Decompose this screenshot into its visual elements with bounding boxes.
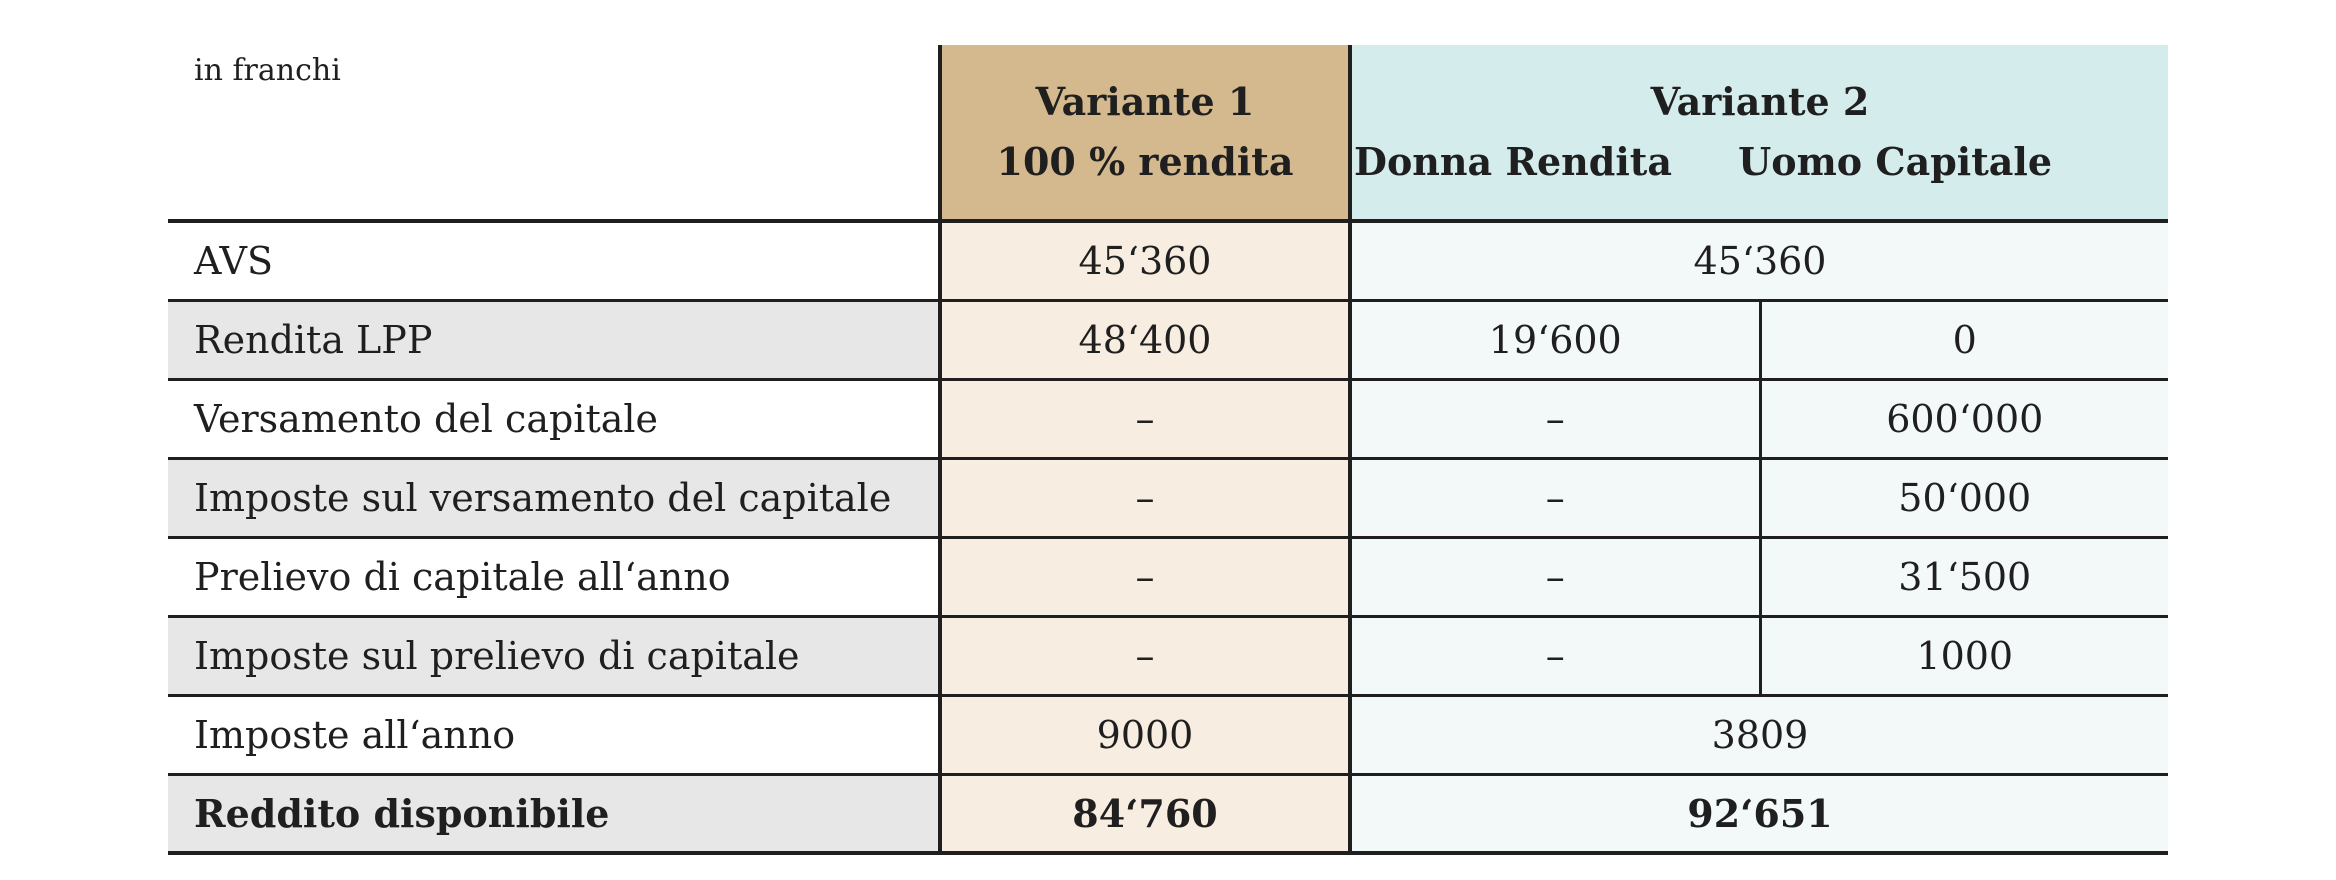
variant-2-left-cell: – <box>1350 537 1760 616</box>
variant-1-cell: – <box>940 458 1350 537</box>
row-label: Imposte sul prelievo di capitale <box>168 616 940 695</box>
table-row <box>168 379 2168 458</box>
row-label: AVS <box>168 221 940 300</box>
table-row <box>168 616 2168 695</box>
row-label: Imposte sul versamento del capitale <box>168 458 940 537</box>
variant-1-cell: – <box>940 616 1350 695</box>
variant-2-right-cell: 0 <box>1760 300 2168 379</box>
table-row <box>168 695 2168 774</box>
variant-2-left-cell: – <box>1350 616 1760 695</box>
variant-2-left-cell: – <box>1350 379 1760 458</box>
total-label: Reddito disponibile <box>168 774 940 853</box>
variant-2-right-cell: 600‘000 <box>1760 379 2168 458</box>
row-label: Prelievo di capitale all‘anno <box>168 537 940 616</box>
variant-2-cell: 45‘360 <box>1350 221 2168 300</box>
variant-1-cell: 48‘400 <box>940 300 1350 379</box>
variant-1-title: Variante 1 <box>1035 79 1255 124</box>
variant-2-subtitles <box>1352 132 2168 192</box>
variant-1-header <box>940 45 1350 221</box>
variant-2-subtitle-right: Uomo Capitale <box>1738 139 2053 184</box>
variant-2-left-cell: – <box>1350 458 1760 537</box>
total-row <box>168 774 2168 853</box>
table-header-row <box>168 45 2168 221</box>
comparison-table-wrapper <box>168 45 2168 855</box>
variant-2-title: Variante 2 <box>1650 79 1870 124</box>
variant-2-header <box>1350 45 2168 221</box>
variant-2-left-cell: 19‘600 <box>1350 300 1760 379</box>
table-row <box>168 537 2168 616</box>
variant-2-right-cell: 31‘500 <box>1760 537 2168 616</box>
row-label: Versamento del capitale <box>168 379 940 458</box>
variant-2-right-cell: 50‘000 <box>1760 458 2168 537</box>
variant-2-total: 92‘651 <box>1350 774 2168 853</box>
variant-1-cell: 45‘360 <box>940 221 1350 300</box>
row-label: Imposte all‘anno <box>168 695 940 774</box>
variant-1-total: 84‘760 <box>940 774 1350 853</box>
table-row <box>168 221 2168 300</box>
variant-1-cell: – <box>940 379 1350 458</box>
variant-1-cell: – <box>940 537 1350 616</box>
comparison-table <box>168 45 2168 855</box>
variant-2-subtitle-left: Donna Rendita <box>1354 139 1672 184</box>
variant-2-right-cell: 1000 <box>1760 616 2168 695</box>
table-row <box>168 458 2168 537</box>
table-row <box>168 300 2168 379</box>
unit-label: in franchi <box>168 45 940 221</box>
variant-1-cell: 9000 <box>940 695 1350 774</box>
variant-1-subtitle: 100 % rendita <box>996 139 1294 184</box>
row-label: Rendita LPP <box>168 300 940 379</box>
variant-2-cell: 3809 <box>1350 695 2168 774</box>
